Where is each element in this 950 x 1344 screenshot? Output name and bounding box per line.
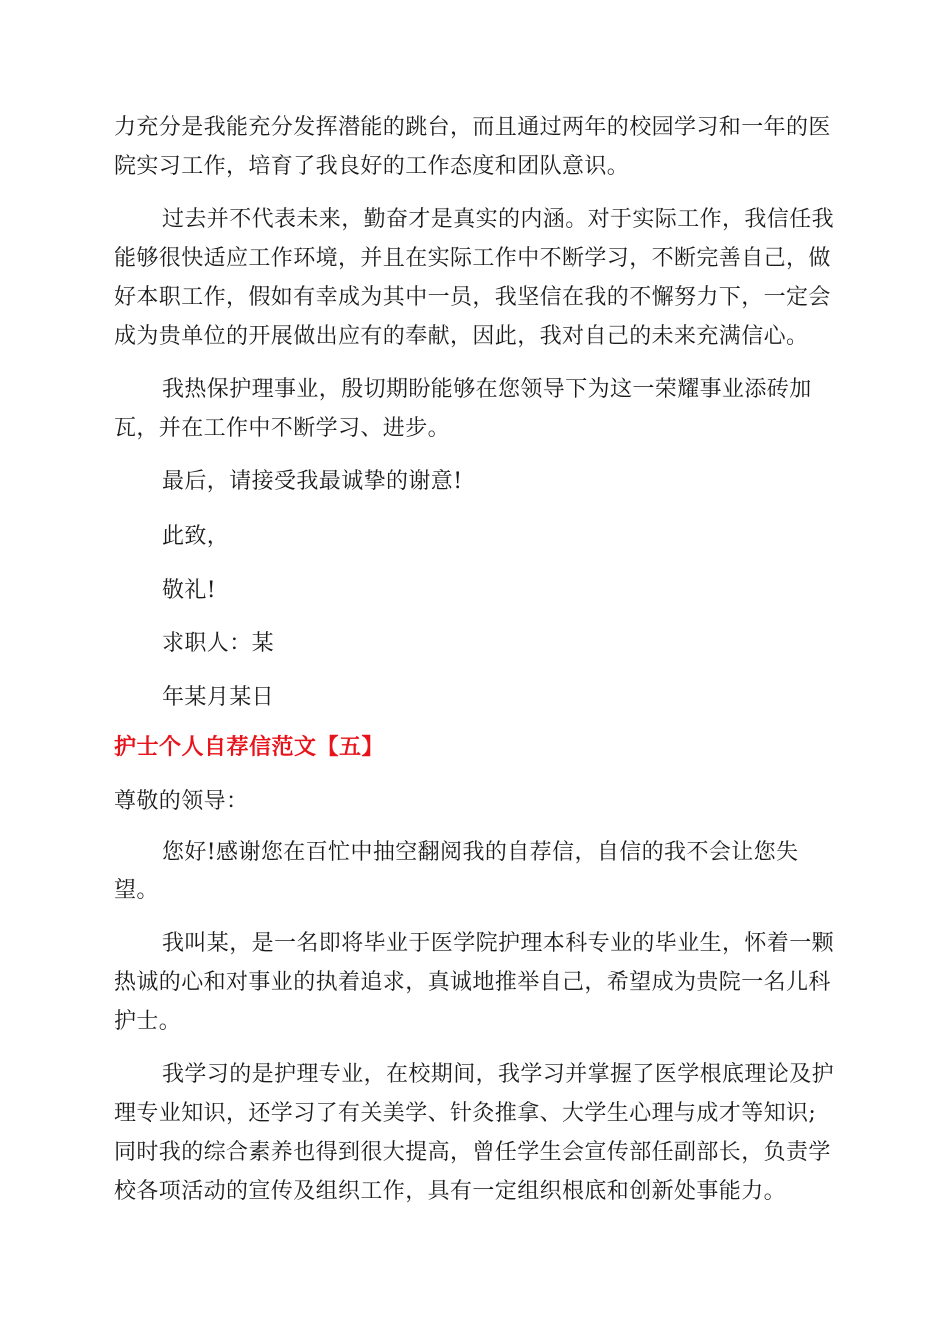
paragraph-line: 过去并不代表未来，勤奋才是真实的内涵。对于实际工作，我信任我 (162, 207, 835, 232)
paragraph-line: 我学习的是护理专业，在校期间，我学习并掌握了医学根底理论及护 (162, 1062, 835, 1087)
greeting-line: 尊敬的领导： (114, 789, 249, 814)
section-heading: 护士个人自荐信范文【五】 (114, 735, 385, 760)
paragraph-line: 热诚的心和对事业的执着追求，真诚地推举自己，希望成为贵院一名儿科 (114, 970, 831, 995)
paragraph-line: 同时我的综合素养也得到很大提高，曾任学生会宣传部任副部长，负责学 (114, 1140, 831, 1165)
date-line: 年某月某日 (162, 685, 275, 710)
paragraph-line: 护士。 (114, 1009, 182, 1034)
paragraph-line: 您好!感谢您在百忙中抽空翻阅我的自荐信，自信的我不会让您失 (162, 840, 799, 865)
paragraph-line: 我叫某，是一名即将毕业于医学院护理本科专业的毕业生，怀着一颗 (162, 931, 835, 956)
paragraph-line: 成为贵单位的开展做出应有的奉献，因此，我对自己的未来充满信心。 (114, 324, 809, 349)
paragraph-line: 校各项活动的宣传及组织工作，具有一定组织根底和创新处事能力。 (114, 1179, 787, 1204)
paragraph-line: 我热保护理事业，殷切期盼能够在您领导下为这一荣耀事业添砖加 (162, 377, 812, 402)
paragraph-line: 理专业知识，还学习了有关美学、针灸推拿、大学生心理与成才等知识; (114, 1101, 817, 1126)
closing-line: 最后，请接受我最诚挚的谢意! (162, 469, 463, 494)
paragraph-line: 好本职工作，假如有幸成为其中一员，我坚信在我的不懈努力下，一定会 (114, 285, 831, 310)
paragraph-line: 力充分是我能充分发挥潜能的跳台，而且通过两年的校园学习和一年的医 (114, 115, 831, 140)
paragraph-line: 瓦，并在工作中不断学习、进步。 (114, 416, 451, 441)
paragraph-line: 能够很快适应工作环境，并且在实际工作中不断学习，不断完善自己，做 (114, 246, 831, 271)
paragraph-line: 院实习工作，培育了我良好的工作态度和团队意识。 (114, 154, 630, 179)
regards-line: 敬礼! (162, 578, 217, 603)
salutation-line: 此致， (162, 524, 230, 549)
signature-line: 求职人：某 (162, 631, 275, 656)
paragraph-line: 望。 (114, 878, 159, 903)
